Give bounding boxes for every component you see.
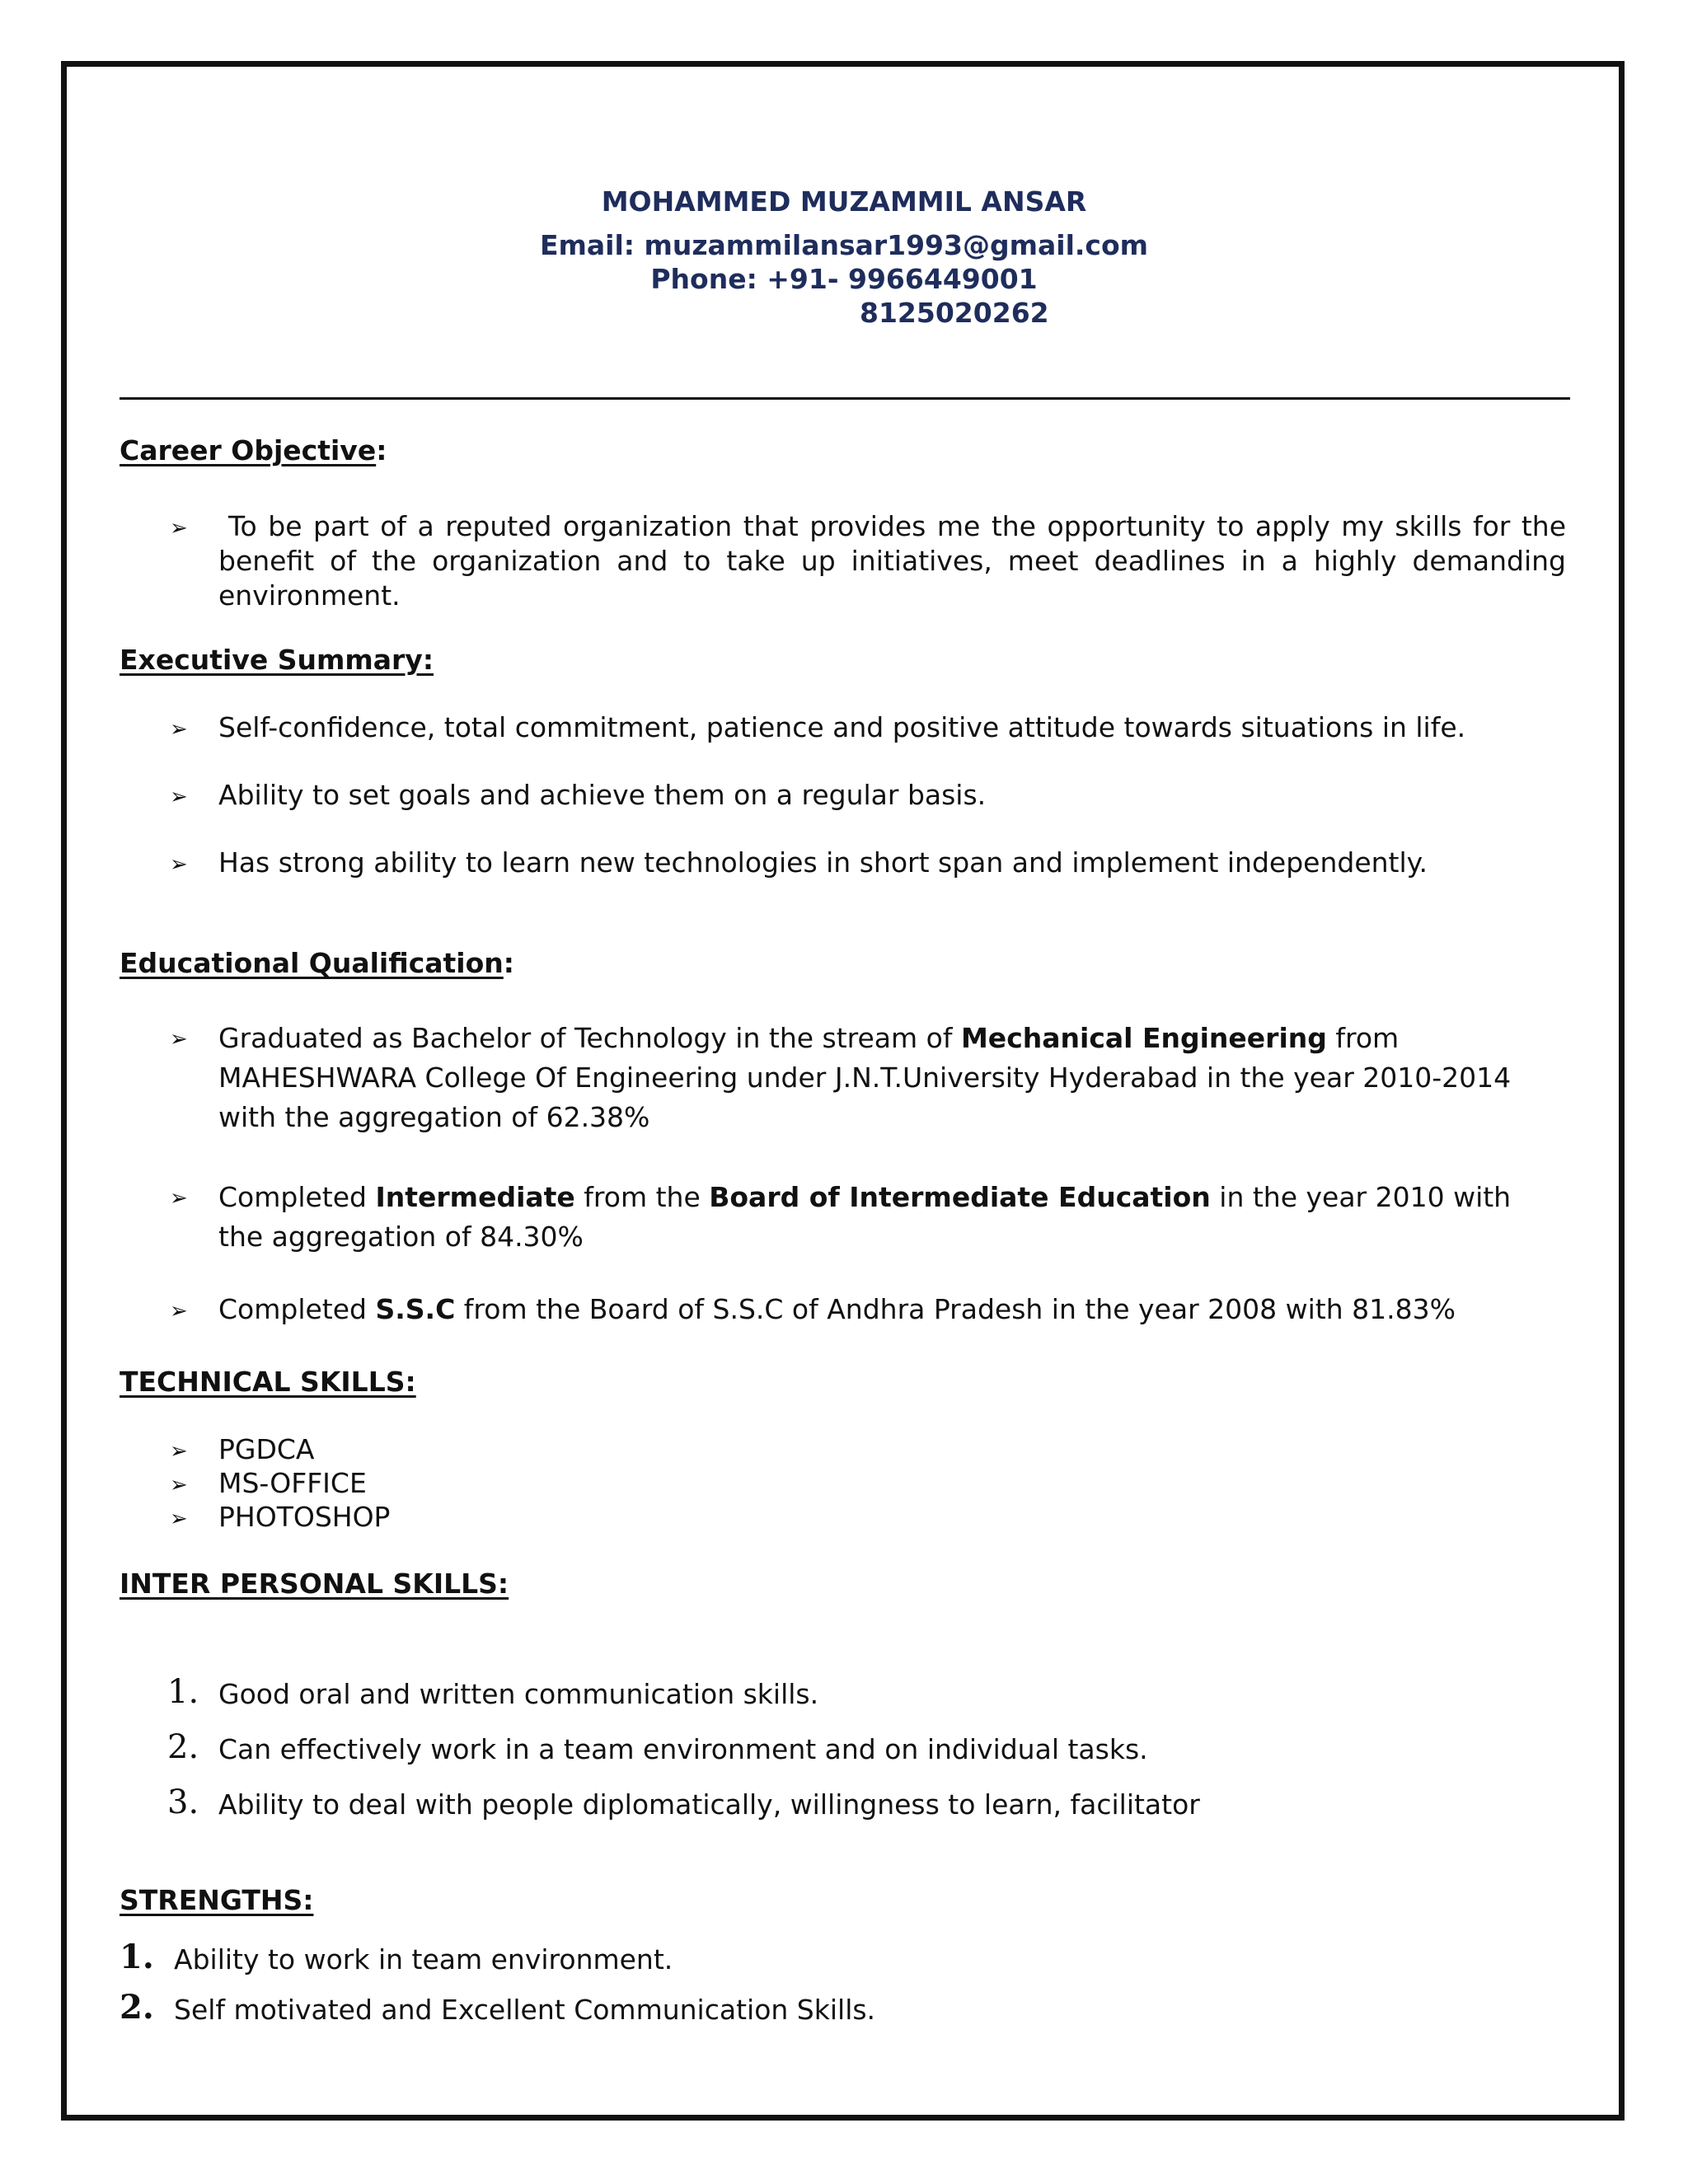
section-heading-technical-skills: TECHNICAL SKILLS: (120, 1366, 416, 1398)
bullet-icon: ➢ (170, 717, 188, 742)
bullet-icon: ➢ (170, 785, 188, 809)
technical-skill-item: PGDCA (218, 1433, 315, 1465)
bullet-icon: ➢ (170, 1027, 188, 1052)
strength-item: Self motivated and Excellent Communication Skills. (174, 1994, 876, 2026)
career-objective-text: To be part of a reputed organization that provides me the opportunity to apply my skills for the benefit of the organization and to take up initiatives, meet deadlines in a highly demanding environment. (218, 510, 1566, 612)
phone-line-2: 8125020262 (860, 297, 1049, 329)
strength-item: Ability to work in team environment. (174, 1943, 673, 1975)
bullet-icon: ➢ (170, 1507, 188, 1531)
summary-item: Self-confidence, total commitment, patience and positive attitude towards situations in life. (218, 711, 1466, 743)
section-heading-education: Educational Qualification: (120, 947, 514, 979)
list-number: 3. (167, 1783, 199, 1821)
interpersonal-skill-item: Can effectively work in a team environment and on individual tasks. (218, 1733, 1148, 1765)
bullet-icon: ➢ (170, 516, 188, 541)
education-item-ssc: Completed S.S.C from the Board of S.S.C of Andhra Pradesh in the year 2008 with 81.83% (218, 1293, 1456, 1325)
bullet-icon: ➢ (170, 852, 188, 877)
section-heading-career-objective: Career Objective: (120, 434, 387, 466)
bullet-icon: ➢ (170, 1439, 188, 1464)
education-item-intermediate: Completed Intermediate from the Board of Intermediate Education in the year 2010 with the aggregation of 84.30% (218, 1181, 1512, 1253)
technical-skill-item: PHOTOSHOP (218, 1501, 391, 1533)
bullet-icon: ➢ (170, 1186, 188, 1211)
list-number: 2. (120, 1988, 154, 2027)
technical-skill-item: MS-OFFICE (218, 1467, 367, 1499)
bullet-icon: ➢ (170, 1299, 188, 1324)
phone-line: Phone: +91- 9966449001 (650, 263, 1038, 295)
summary-item: Ability to set goals and achieve them on a regular basis. (218, 779, 987, 811)
interpersonal-skill-item: Good oral and written communication skills. (218, 1678, 819, 1710)
summary-item: Has strong ability to learn new technologies in short span and implement independently. (218, 846, 1428, 879)
list-number: 1. (120, 1938, 154, 1976)
header-divider (120, 397, 1570, 400)
list-number: 1. (167, 1673, 199, 1711)
section-heading-strengths: STRENGTHS: (120, 1884, 314, 1916)
interpersonal-skill-item: Ability to deal with people diplomatically, willingness to learn, facilitator (218, 1788, 1200, 1821)
candidate-name: MOHAMMED MUZAMMIL ANSAR (601, 185, 1087, 218)
email-line: Email: muzammilansar1993@gmail.com (539, 229, 1149, 261)
education-item-btech: Graduated as Bachelor of Technology in the stream of Mechanical Engineering from MAHESHWARA College Of Engineering under J.N.T.University Hyderabad in the year 2010-2014 with the aggregation of 62.38% (218, 1022, 1512, 1133)
list-number: 2. (167, 1728, 199, 1766)
bullet-icon: ➢ (170, 1473, 188, 1497)
section-heading-interpersonal-skills: INTER PERSONAL SKILLS: (120, 1568, 509, 1600)
section-heading-executive-summary: Executive Summary: (120, 644, 434, 676)
